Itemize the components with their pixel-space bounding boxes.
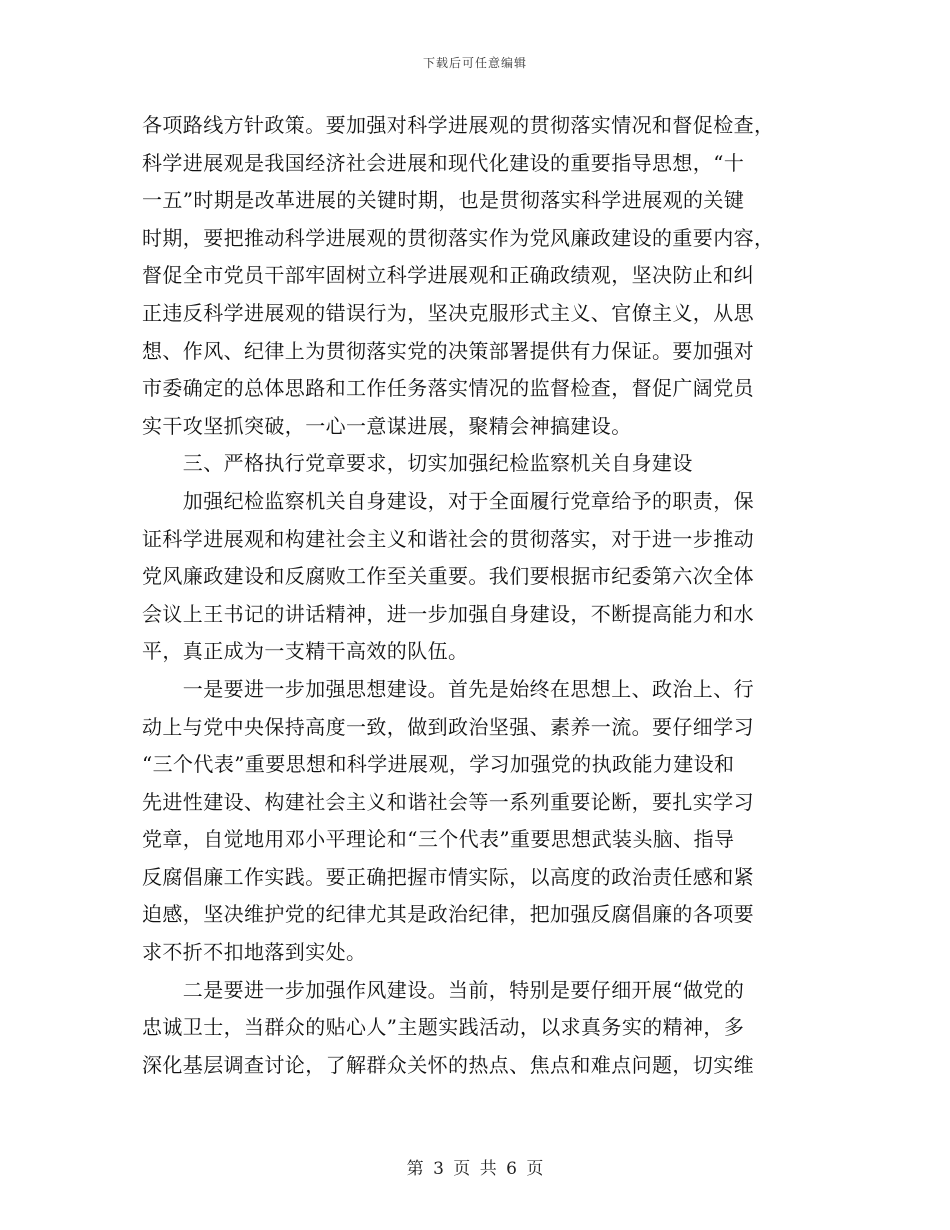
text-line: 二是要进一步加强作风建设。当前，特别是要仔细开展“做党的	[142, 977, 745, 1002]
text-line: 想、作风、纪律上为贯彻落实党的决策部署提供有力保证。要加强对	[142, 338, 754, 363]
text-line: 反腐倡廉工作实践。要正确把握市情实际，以高度的政治责任感和紧	[142, 864, 754, 889]
text-line: 一是要进一步加强思想建设。首先是始终在思想上、政治上、行	[142, 676, 754, 701]
text-line: 时期，要把推动科学进展观的贯彻落实作为党风廉政建设的重要内容，	[142, 225, 775, 250]
text-line: 动上与党中央保持高度一致，做到政治坚强、素养一流。要仔细学习	[142, 714, 754, 739]
page-number-footer: 第 3 页 共 6 页	[406, 1159, 544, 1179]
text-line: 证科学进展观和构建社会主义和谐社会的贯彻落实，对于进一步推动	[142, 526, 754, 551]
text-line: 各项路线方针政策。要加强对科学进展观的贯彻落实情况和督促检查，	[142, 113, 775, 137]
text-line: 先进性建设、构建社会主义和谐社会等一系列重要论断，要扎实学习	[142, 789, 754, 814]
section-heading: 三、严格执行党章要求，切实加强纪检监察机关自身建设	[142, 451, 693, 476]
text-line: 督促全市党员干部牢固树立科学进展观和正确政绩观，坚决防止和纠	[142, 263, 754, 288]
text-line: 正违反科学进展观的错误行为，坚决克服形式主义、官僚主义，从思	[142, 300, 754, 325]
text-line: 党风廉政建设和反腐败工作至关重要。我们要根据市纪委第六次全体	[142, 564, 754, 589]
text-line: “三个代表”重要思想和科学进展观，学习加强党的执政能力建设和	[142, 752, 735, 777]
text-line: 深化基层调查讨论，了解群众关怀的热点、焦点和难点问题，切实维	[142, 1052, 754, 1077]
text-line: 会议上王书记的讲话精神，进一步加强自身建设，不断提高能力和水	[142, 601, 754, 626]
text-line: 一五”时期是改革进展的关键时期，也是贯彻落实科学进展观的关键	[142, 188, 745, 213]
page-header: 下载后可任意编辑	[422, 56, 527, 70]
text-line: 平，真正成为一支精干高效的队伍。	[142, 639, 469, 664]
text-line: 科学进展观是我国经济社会进展和现代化建设的重要指导思想，“十	[142, 150, 745, 175]
document-body	[142, 107, 808, 1084]
text-line: 加强纪检监察机关自身建设，对于全面履行党章给予的职责，保	[142, 488, 754, 513]
text-line: 求不折不扣地落到实处。	[142, 940, 367, 965]
text-line: 迫感，坚决维护党的纪律尤其是政治纪律，把加强反腐倡廉的各项要	[142, 902, 754, 927]
text-line: 忠诚卫士，当群众的贴心人”主题实践活动，以求真务实的精神，多	[142, 1015, 745, 1040]
text-line: 实干攻坚抓突破，一心一意谋进展，聚精会神搞建设。	[142, 413, 632, 438]
text-line: 市委确定的总体思路和工作任务落实情况的监督检查，督促广阔党员	[142, 376, 754, 401]
text-line: 党章，自觉地用邓小平理论和“三个代表”重要思想武装头脑、指导	[142, 827, 735, 852]
